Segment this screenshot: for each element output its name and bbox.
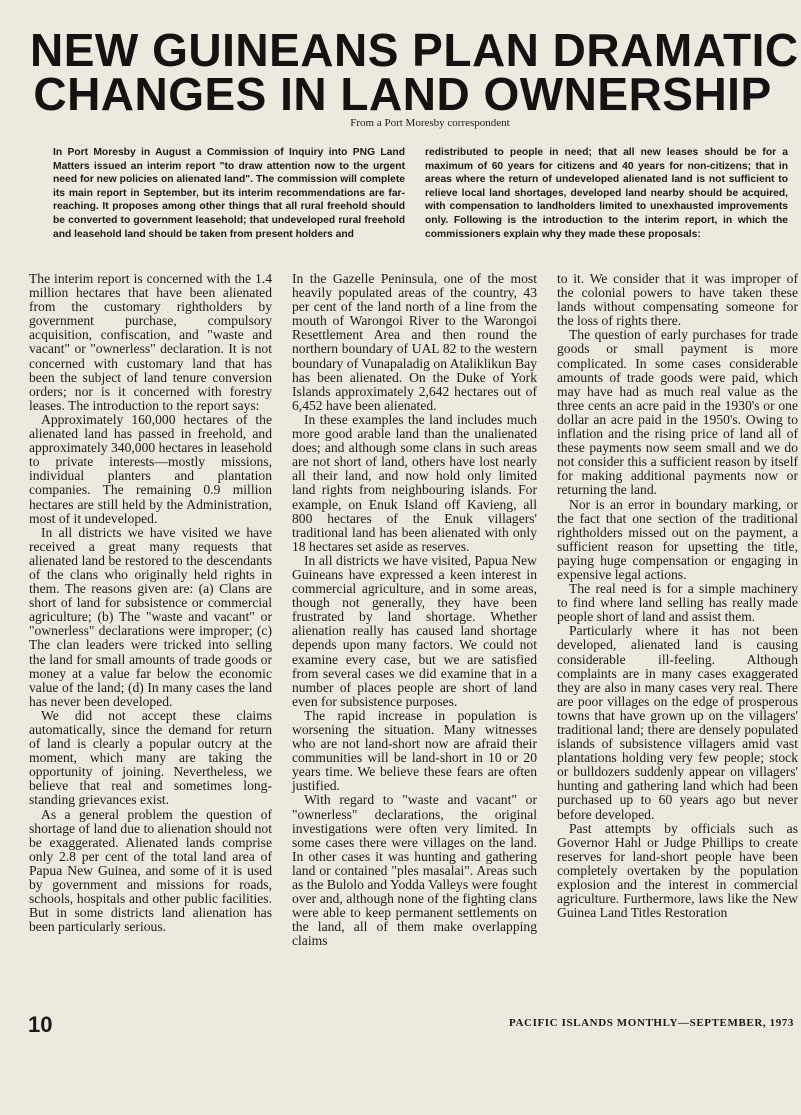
paragraph: We did not accept these claims automatically, since the demand for return of land is clearly a popular outcry at the moment, which many are taking the opportunity of joining. Nevertheless, we believe that real and sometimes long-standing grievances exist. [29,707,272,808]
paragraph: In these examples the land includes much more good arable land than the unalienated does; and although some clans in such areas are not short of land, others have lost nearly all their land, and now hold only limited land rights from neighbouring islands. For example, on Enuk Island off Kavieng, all 800 hectares of the Enuk villagers' traditional land has been alienated with only 18 hectares set aside as reserves. [292,411,537,554]
body-column-2 [292,271,537,949]
intro-left: In Port Moresby in August a Commission of Inquiry into PNG Land Matters issued an interim report "to draw attention now to the urgent need for new policies on alienated land". The commission will complete its main report in September, but its interim recommendations are far-reaching. It proposes among other things that all rural freehold should be converted to government leasehold; that undeveloped rural freehold and leasehold land should be taken from present holders and [53,147,405,240]
paragraph: In the Gazelle Peninsula, one of the most heavily populated areas of the country, 43 per cent of the land north of a line from the mouth of Warongoi River to the Warongoi Resettlement Area and then round the northern boundary of UAL 82 to the western boundary of Vunapaladig on Ataliklikun Bay has been alienated. On the Duke of York Islands approximately 2,642 hectares out of 6,452 have been alienated. [292,271,537,413]
body-column-3 [557,271,798,921]
paragraph: Particularly where it has not been developed, alienated land is causing considerable ill-feeling. Although complaints are in many cases exaggerated they are also in many cases very real. There are poor villages on the edge of prosperous towns that have grown up on the villagers' traditional land; there are densely populated islands of subsistence villagers amid vast plantations holding very few people; stock or bulldozers suddenly appear on villagers' hunting and gathering land which had been purchased up to 60 years ago but never before developed. [557,623,798,822]
intro-right: redistributed to people in need; that all new leases should be for a maximum of 60 years for citizens and 40 years for non-citizens; that in areas where the return of undeveloped alienated land is not sufficient to relieve local land shortages, developed land nearby should be acquired, with compensation to landholders limited to unexhausted improvements only. Following is the introduction to the interim report, in which the commissioners explain why they made these proposals: [425,147,788,240]
paragraph: Approximately 160,000 hectares of the alienated land has passed in freehold, and approximately 340,000 hectares in leasehold to private interests—mostly missions, individual planters and plantation companies. The remaining 0.9 million hectares are still held by the Administration, most of it undeveloped. [29,411,272,526]
paragraph: Past attempts by officials such as Governor Hahl or Judge Phillips to create reserves for land-short people have been completely overtaken by the population explosion and the interest in commercial agriculture. Furthermore, laws like the New Guinea Land Titles Restoration [557,820,798,921]
article-headline [30,24,799,120]
paragraph: The interim report is concerned with the 1.4 million hectares that have been alienated from the customary rightholders by government purchase, compulsory acquisition, confiscation, and "waste and vacant" or "ownerless" declaration. It is not concerned with customary land that has been the subject of land tenure conversion orders; nor is it concerned with forestry leases. The introduction to the report says: [29,271,272,413]
paragraph: In all districts we have visited we have received a great many requests that alienated land be restored to the descendants of the clans who originally held rights in them. The reasons given are: (a) Clans are short of land for subsistence or commercial agriculture; (b) The "waste and vacant" or "ownerless" declarations were improper; (c) The clan leaders were tricked into selling the land for small amounts of trade goods or money at a value far below the economic value of the land; (d) In many cases the land has never been developed. [29,524,272,709]
byline: From a Port Moresby correspondent [350,117,510,129]
paragraph: The rapid increase in population is worsening the situation. Many witnesses who are not land-short now are afraid their communities will be land-short in 10 or 20 years time. We believe these fears are often justified. [292,707,537,794]
paragraph: to it. We consider that it was improper of the colonial powers to have taken these lands without compensating someone for the loss of rights there. [557,271,798,329]
body-column-1 [29,271,272,935]
running-head: PACIFIC ISLANDS MONTHLY—SEPTEMBER, 1973 [509,1017,794,1029]
paragraph: The question of early purchases for trade goods or small payment is more complicated. In some cases considerable amounts of trade goods were paid, which may have had as much real value as the three cents an acre paid in the 1930's or one dollar an acre paid in the 1950's. Owing to inflation and the rising price of land all of these payments now seem small and we do not consider this a sufficient reason by itself for making additional payments now or returning the land. [557,327,798,498]
paragraph: With regard to "waste and vacant" or "ownerless" declarations, the original investigations were often very limited. In some cases there were villages on the land. In other cases it was hunting and gathering land or contained "ples masalai". Areas such as the Bulolo and Yodda Valleys were fought over and, although none of the fighting clans were able to keep permanent settlements on the land, all of them make overlapping claims [292,792,537,949]
paragraph: The real need is for a simple machinery to find where land selling has really made people short of land and assist them. [557,581,798,625]
headline-line-2: CHANGES IN LAND OWNERSHIP [33,68,772,120]
page-number: 10 [28,1012,53,1037]
paragraph: In all districts we have visited, Papua New Guineans have expressed a keen interest in commercial agriculture, and in some areas, though not generally, they have been frustrated by land shortage. Whether alienation really has caused land shortage depends upon many factors. We could not examine every case, but we are satisfied from several cases we did examine that in a number of places people are short of land even for subsistence purposes. [292,552,537,709]
paragraph: Nor is an error in boundary marking, or the fact that one section of the traditional rightholders missed out on the payment, a sufficient reason for upsetting the title, paying huge compensation or engaging in expensive legal actions. [557,496,798,582]
headline-line-1: NEW GUINEANS PLAN DRAMATIC [30,24,799,76]
paragraph: As a general problem the question of shortage of land due to alienation should not be exaggerated. Alienated lands comprise only 2.8 per cent of the total land area of Papua New Guinea, and some of it is used by government and missions for roads, schools, hospitals and other public facilities. But in some districts land alienation has been particularly serious. [29,806,272,935]
